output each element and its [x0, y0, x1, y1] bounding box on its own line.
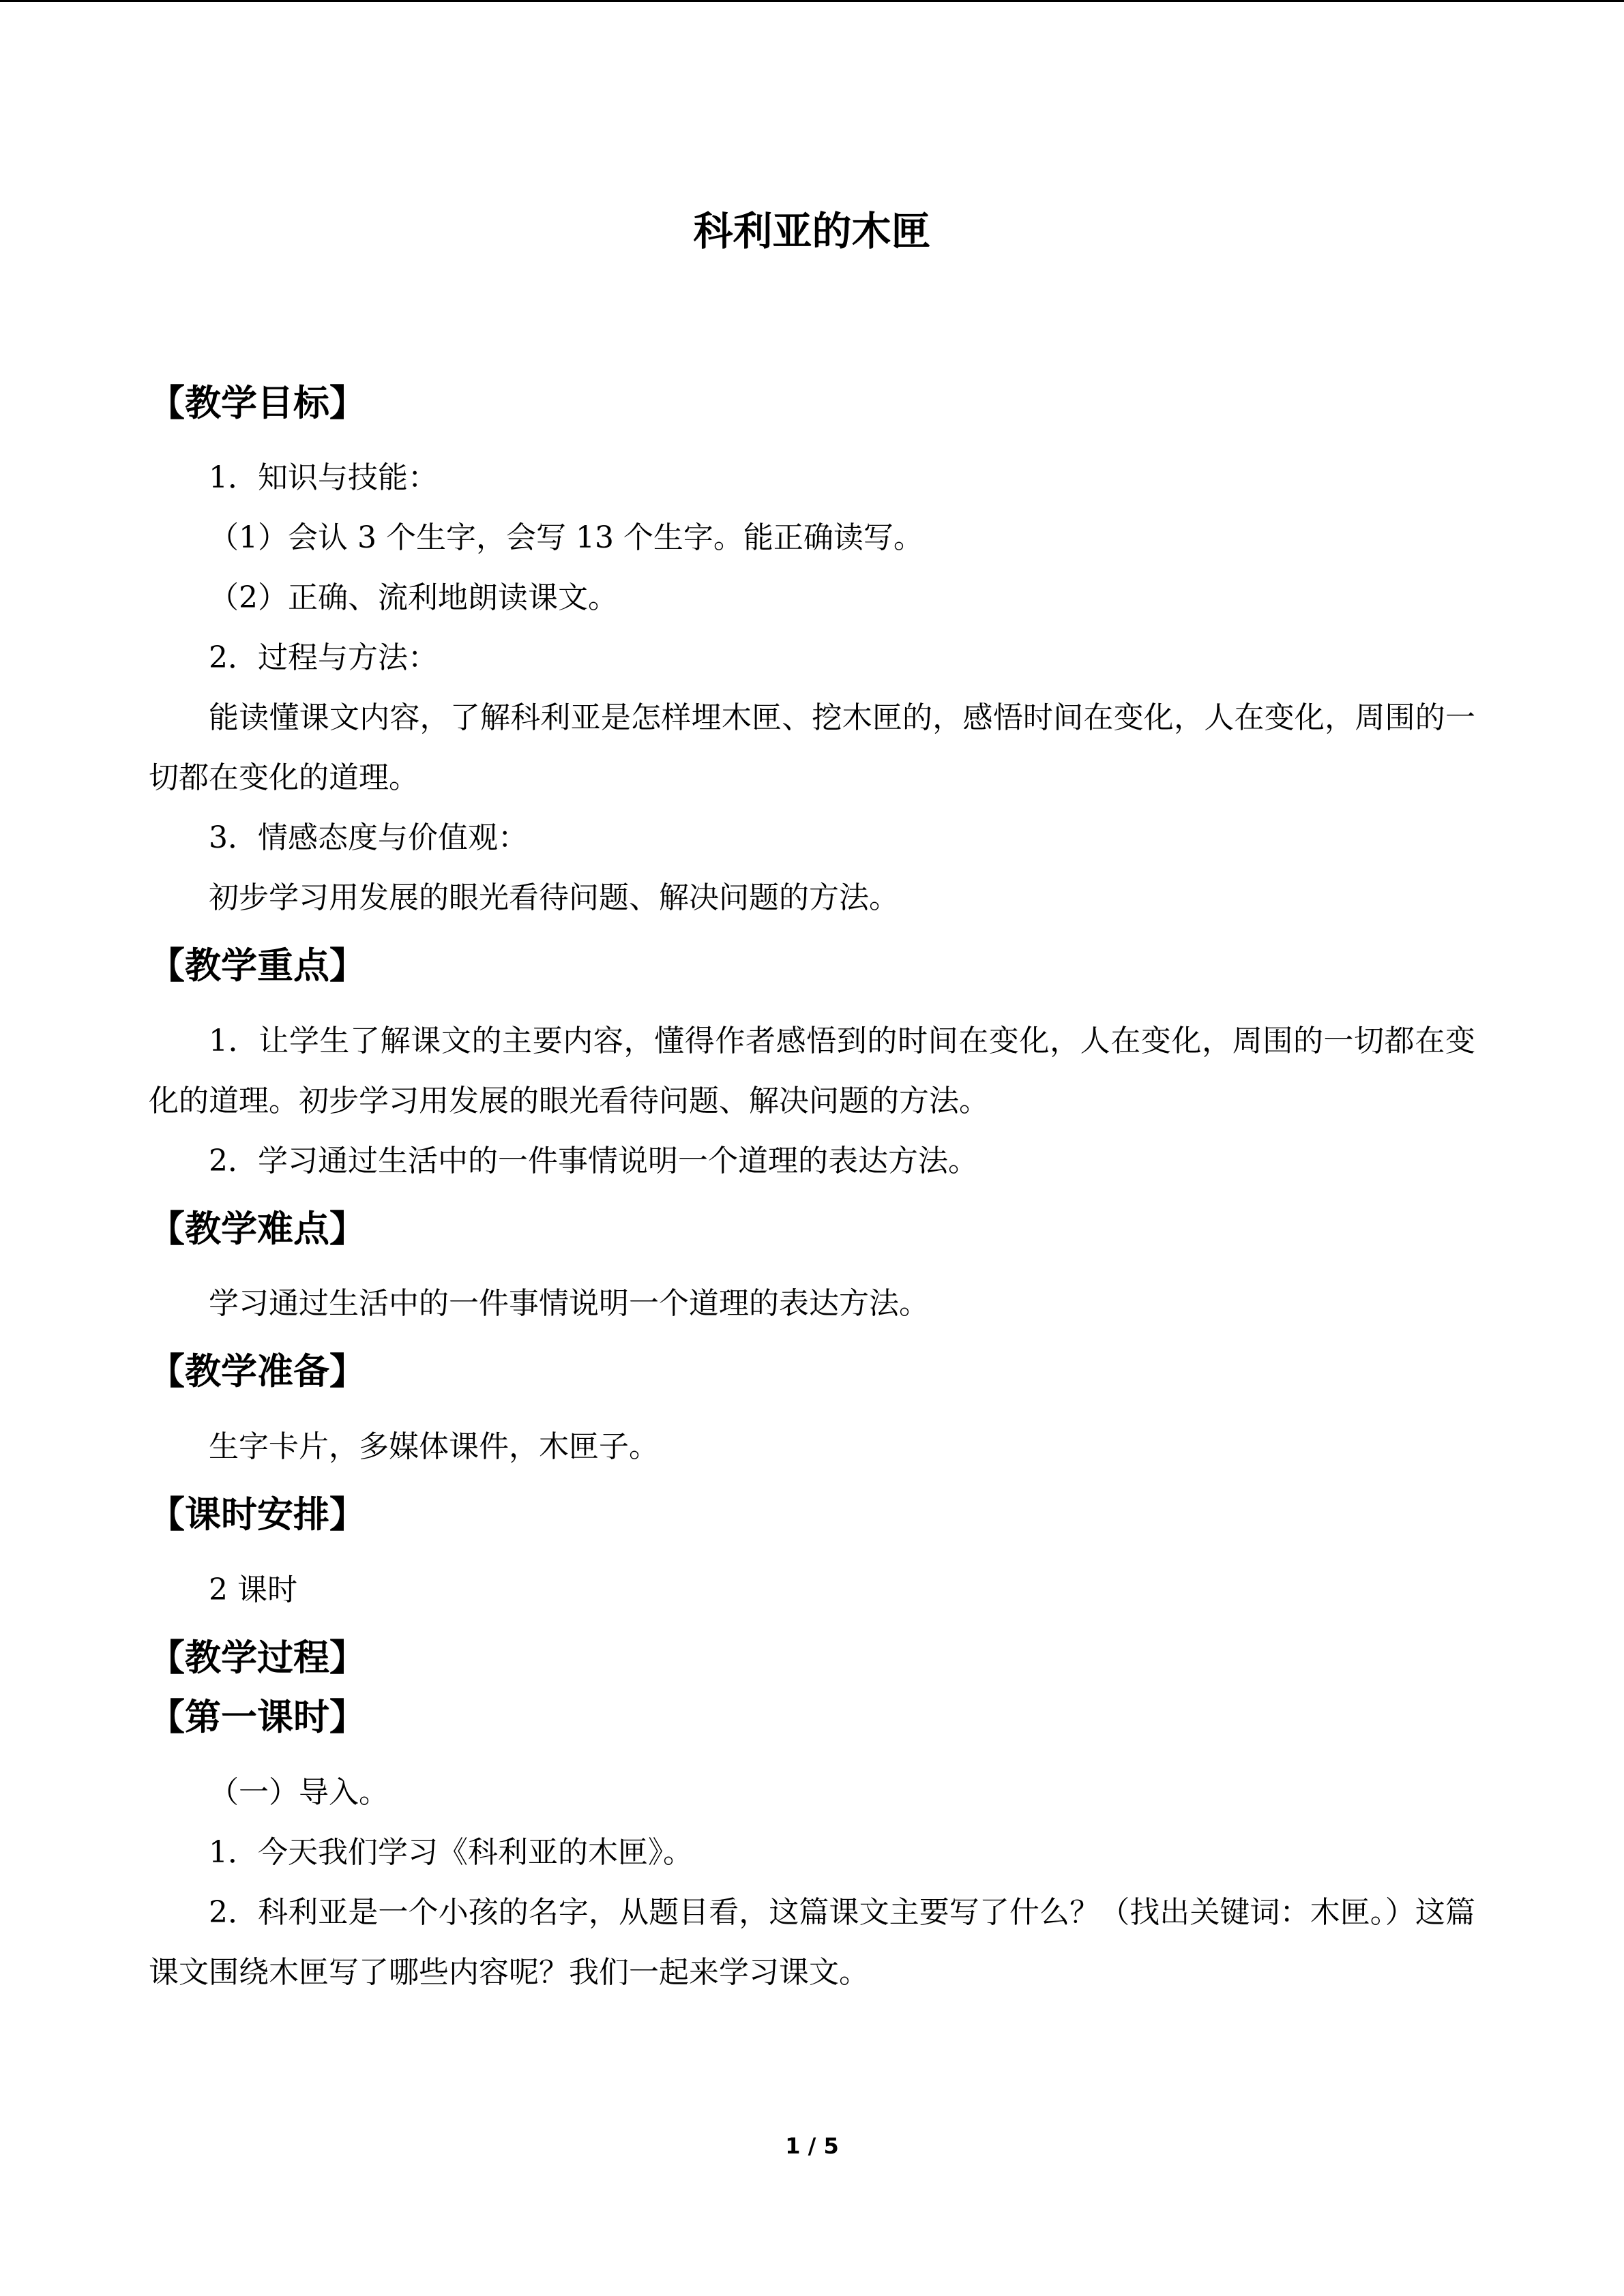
paragraph: 1．今天我们学习《科利亚的木匣》。	[209, 1834, 693, 1870]
section-body	[149, 1409, 1475, 1477]
page-indicator: 1 / 5	[785, 2133, 839, 2159]
section-body	[149, 1552, 1475, 1620]
document-section	[149, 1208, 1475, 1335]
top-border-line	[0, 0, 1624, 2]
paragraph: 初步学习用发展的眼光看待问题、解决问题的方法。	[209, 880, 899, 916]
paragraph: （2）正确、流利地朗读课文。	[209, 580, 618, 616]
paragraph: 1．让学生了解课文的主要内容，懂得作者感悟到的时间在变化，人在变化，周围的一切都在变化的道理。初步学习用发展的眼光看待问题、解决问题的方法。	[149, 1023, 1475, 1118]
document-section	[149, 944, 1475, 1191]
paragraph: 2．学习通过生活中的一件事情说明一个道理的表达方法。	[209, 1143, 978, 1178]
section-body	[149, 1755, 1475, 2003]
document-section	[149, 1493, 1475, 1620]
section-body	[149, 440, 1475, 928]
section-heading: 【教学目标】	[149, 381, 366, 424]
document-body	[149, 382, 1475, 2003]
section-body	[149, 1266, 1475, 1334]
section-heading: 【教学难点】	[149, 1207, 366, 1250]
document-section	[149, 382, 1475, 929]
section-heading: 【教学过程】	[149, 1636, 366, 1679]
paragraph: 能读懂课文内容，了解科利亚是怎样埋木匣、挖木匣的，感悟时间在变化，人在变化，周围的一切都在变化的道理。	[149, 700, 1475, 796]
paragraph: 2．科利亚是一个小孩的名字，从题目看，这篇课文主要写了什么？（找出关键词：木匣。）这篇课文围绕木匣写了哪些内容呢？我们一起来学习课文。	[149, 1894, 1475, 1990]
section-heading: 【教学准备】	[149, 1350, 366, 1393]
paragraph: 3．情感态度与价值观：	[209, 820, 528, 856]
section-heading: 【第一课时】	[149, 1696, 366, 1739]
section-body	[149, 1003, 1475, 1191]
paragraph: 学习通过生活中的一件事情说明一个道理的表达方法。	[209, 1286, 929, 1322]
paragraph: 生字卡片，多媒体课件，木匣子。	[209, 1429, 659, 1464]
document-page	[149, 208, 1475, 2019]
paragraph: 2．过程与方法：	[209, 640, 438, 676]
document-title: 科利亚的木匣	[693, 208, 931, 254]
section-heading: 【课时安排】	[149, 1493, 366, 1536]
paragraph: 1．知识与技能：	[209, 460, 438, 496]
paragraph: （一）导入。	[209, 1774, 389, 1810]
document-section	[149, 1696, 1475, 2003]
paragraph: 2 课时	[209, 1572, 297, 1607]
paragraph: （1）会认 3 个生字，会写 13 个生字。能正确读写。	[209, 520, 924, 556]
document-section	[149, 1350, 1475, 1477]
document-section	[149, 1637, 1475, 1680]
section-heading: 【教学重点】	[149, 944, 366, 987]
